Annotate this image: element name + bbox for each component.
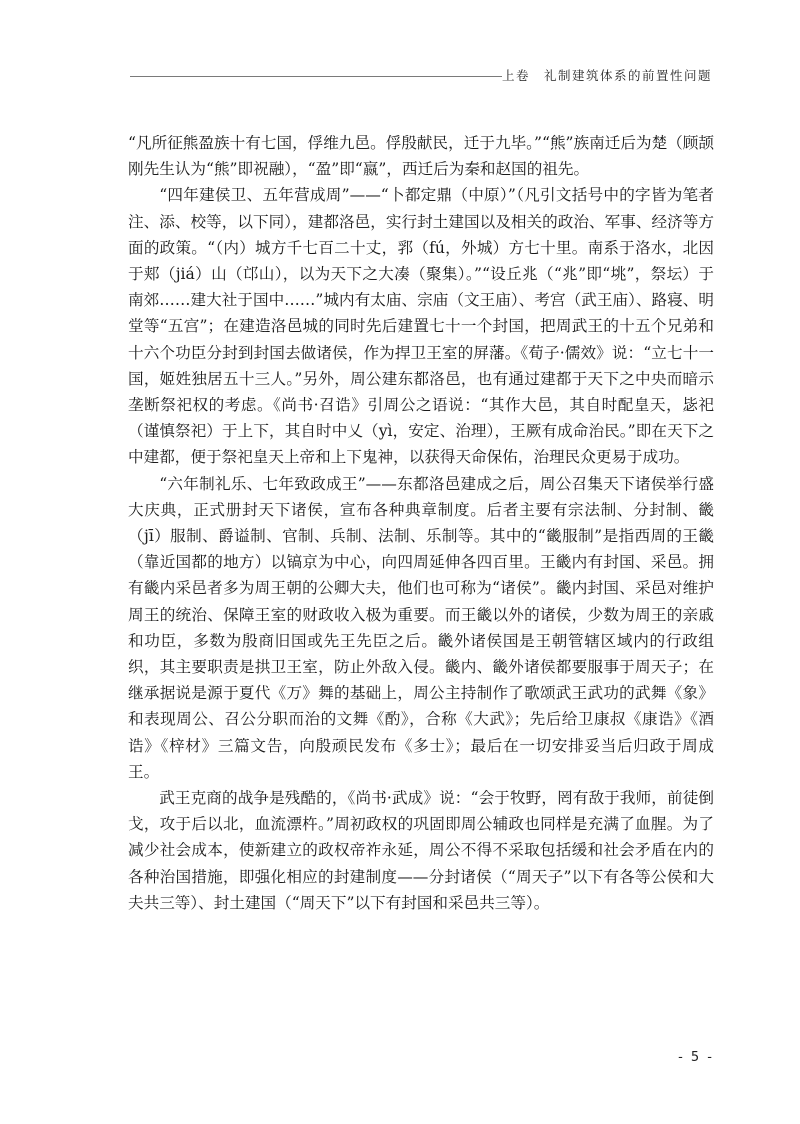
header-text xyxy=(502,66,712,84)
header-rule xyxy=(130,76,502,77)
paragraph-2: “四年建侯卫、五年营成周”——“卜都定鼎（中原）”（凡引文括号中的字皆为笔者注、添、校等，以下同），建都洛邑，实行封土建国以及相关的政治、军事、经济等方面的政策。“（内）城方千七百二十丈，郛（fú，外城）方七十里。南系于洛水，北因于郏（jiá）山（邙山），以为天下之大凑（聚集）。”“设丘兆（“兆”即“垗”，祭坛）于南郊……建大社于国中……”城内有太庙、宗庙（文王庙）、考宫（武王庙）、路寝、明堂等“五宫”；在建造洛邑城的同时先后建置七十一个封国，把周武王的十五个兄弟和十六个功臣分封到封国去做诸侯，作为捍卫王室的屏藩。《荀子·儒效》说：“立七十一国，姬姓独居五十三人。”另外，周公建东都洛邑，也有通过建都于天下之中央而暗示垄断祭祀权的考虑。《尚书·召诰》引周公之语说：“其作大邑，其自时配皇天，毖祀（谨慎祭祀）于上下，其自时中乂（yì，安定、治理），王厥有成命治民。”即在天下之中建都，便于祭祀皇天上帝和上下鬼神，以获得天命保佑，治理民众更易于成功。 xyxy=(128,186,714,467)
paragraph-4: 武王克商的战争是残酷的，《尚书·武成》说：“会于牧野，罔有敌于我师，前徒倒戈，攻于后以北，血流漂杵。”周初政权的巩固即周公辅政也同样是充满了血腥。为了减少社会成本，使新建立的政权帝祚永延，周公不得不采取包括缓和社会矛盾在内的各种治国措施，即强化相应的封建制度——分封诸侯（“周天子”以下有各等公侯和大夫共三等）、封土建国（“周天下”以下有封国和采邑共三等）。 xyxy=(128,789,714,912)
running-header xyxy=(130,64,712,86)
body-text xyxy=(128,130,714,916)
paragraph-3: “六年制礼乐、七年致政成王”——东都洛邑建成之后，周公召集天下诸侯举行盛大庆典，正式册封天下诸侯，宣布各种典章制度。后者主要有宗法制、分封制、畿（jī）服制、爵谥制、官制、兵制、法制、乐制等。其中的“畿服制”是指西周的王畿（靠近国都的地方）以镐京为中心，向四周延伸各四百里。王畿内有封国、采邑。拥有畿内采邑者多为周王朝的公卿大夫，他们也可称为“诸侯”。畿内封国、采邑对维护周王的统治、保障王室的财政收入极为重要。而王畿以外的诸侯，少数为周王的亲戚和功臣，多数为殷商旧国或先王先臣之后。畿外诸侯国是王朝管辖区域内的行政组织，其主要职责是拱卫王室，防止外敌入侵。畿内、畿外诸侯都要服事于周天子；在继承据说是源于夏代《万》舞的基础上，周公主持制作了歌颂武王武功的武舞《象》和表现周公、召公分职而治的文舞《酌》，合称《大武》；先后给卫康叔《康诰》《酒诰》《梓材》三篇文告，向殷顽民发布《多士》；最后在一切安排妥当后归政于周成王。 xyxy=(128,474,714,781)
paragraph-1: “凡所征熊盈族十有七国，俘维九邑。俘殷献民，迁于九毕。”“熊”族南迁后为楚（顾颉刚先生认为“熊”即祝融），“盈”即“嬴”，西迁后为秦和赵国的祖先。 xyxy=(128,134,714,179)
header-volume: 上卷 xyxy=(501,68,530,83)
page-number: - 5 - xyxy=(678,1050,714,1065)
header-chapter-title: 礼制建筑体系的前置性问题 xyxy=(543,68,712,83)
